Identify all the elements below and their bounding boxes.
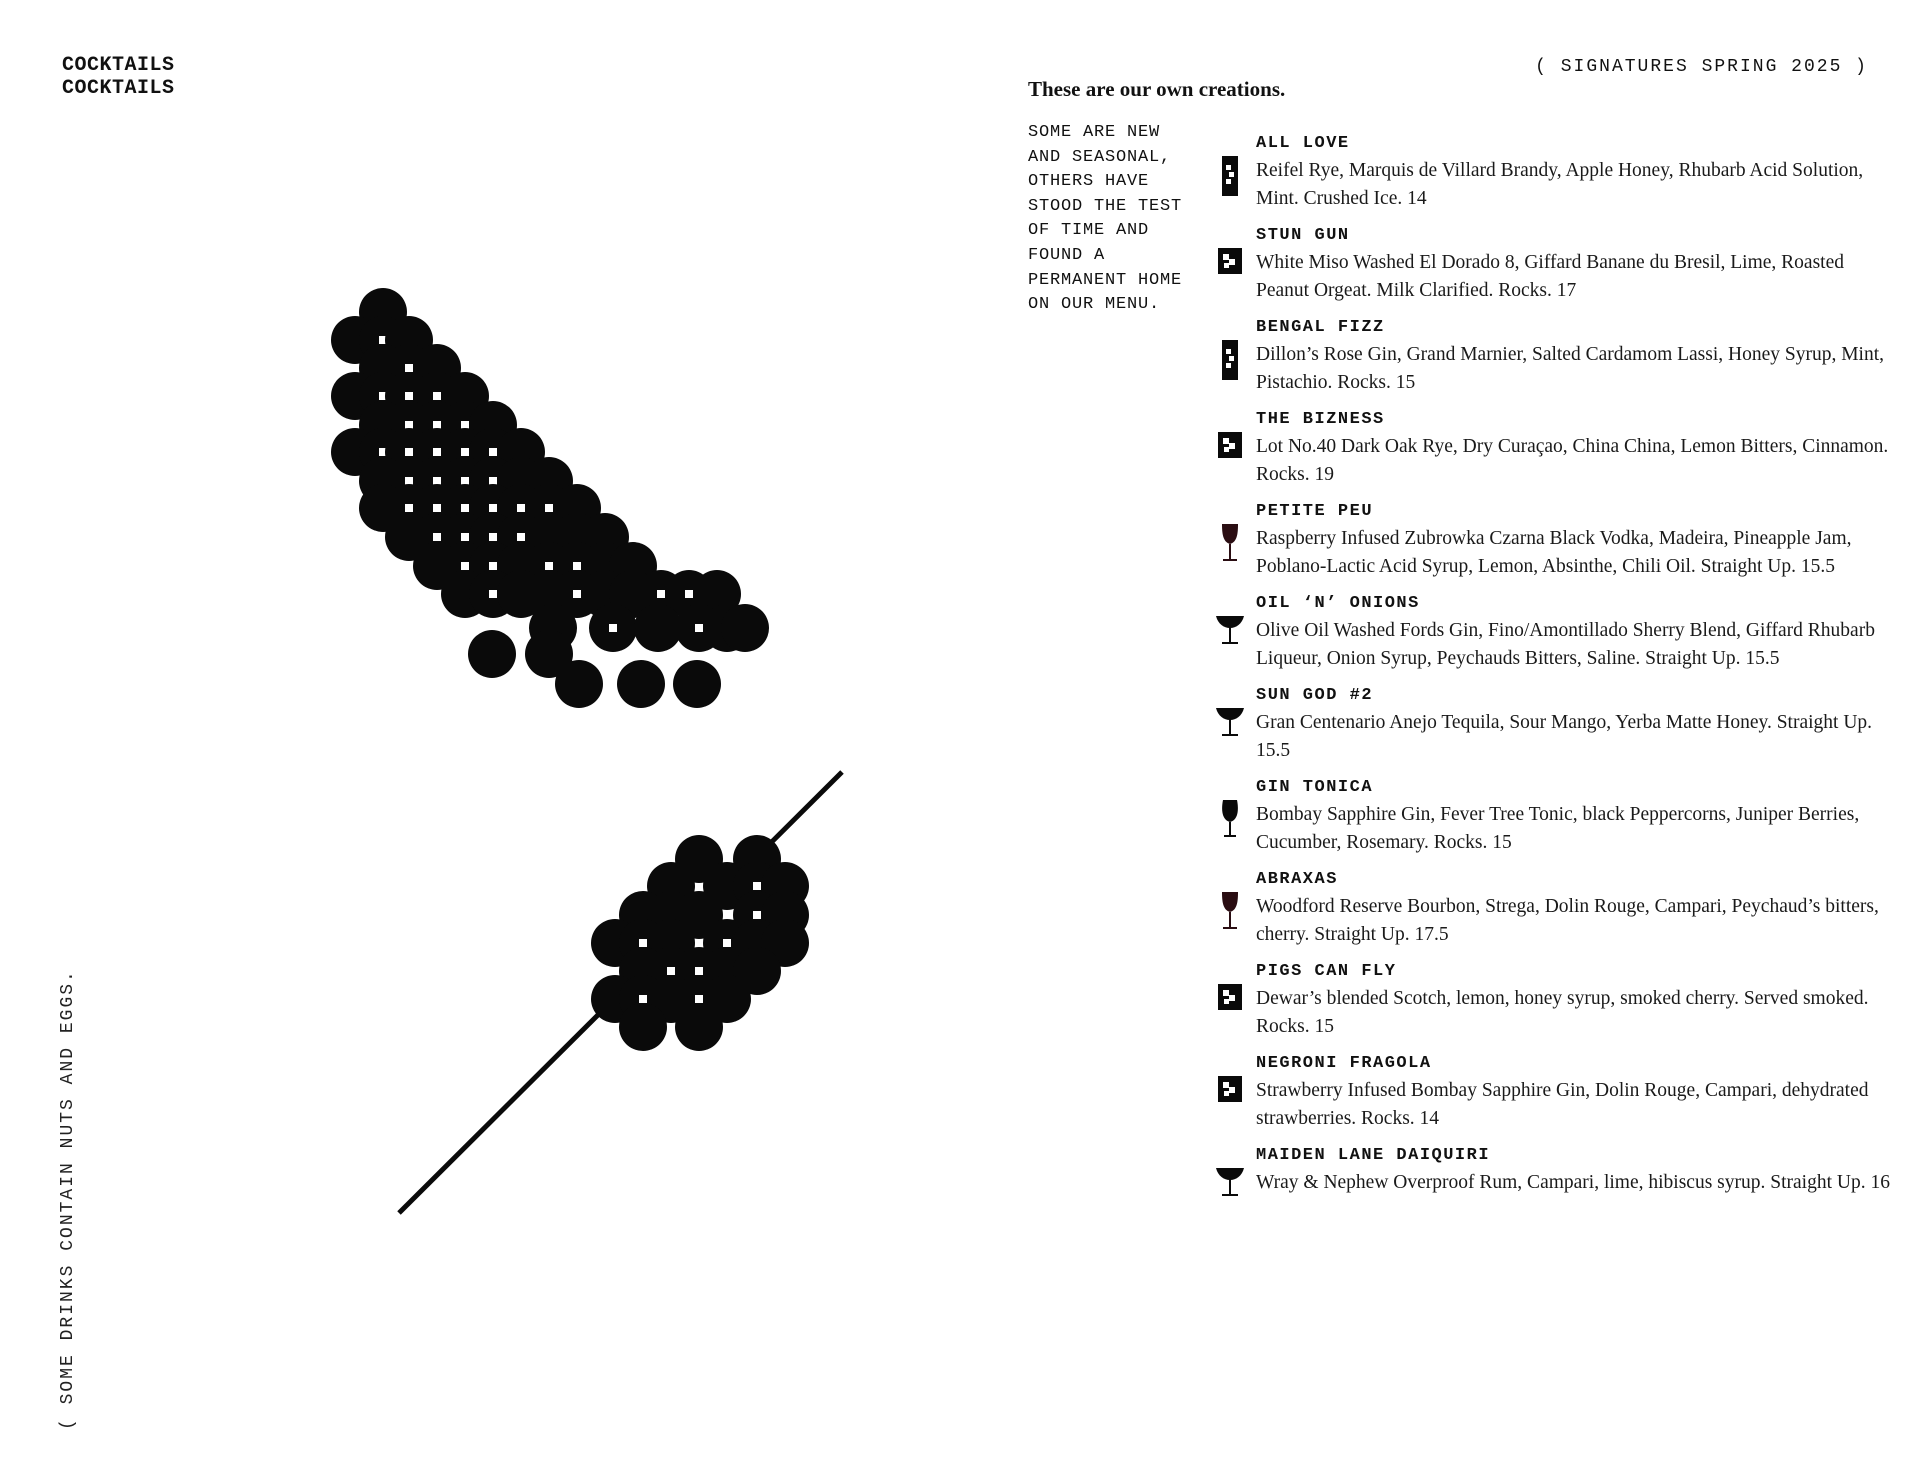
season-tag: ( SIGNATURES SPRING 2025 ) [1535, 57, 1868, 77]
menu-item-description: Lot No.40 Dark Oak Rye, Dry Curaçao, China China, Lemon Bitters, Cinnamon. Rocks. 19 [1256, 436, 1889, 485]
dot-highlight [573, 562, 581, 570]
decorative-dot [617, 660, 665, 708]
dot-highlight [573, 590, 581, 598]
menu-item-description: Olive Oil Washed Fords Gin, Fino/Amontillado Sherry Blend, Giffard Rhubarb Liqueur, Onion Syrup, Peychauds Bitters, Saline. Straight Up. 15.5 [1256, 620, 1875, 669]
menu-item-description: Dewar’s blended Scotch, lemon, honey syrup, smoked cherry. Served smoked. Rocks. 15 [1256, 988, 1869, 1037]
dot-highlight [461, 504, 469, 512]
menu-item-description: White Miso Washed El Dorado 8, Giffard Banane du Bresil, Lime, Roasted Peanut Orgeat. Milk Clarified. Rocks. 17 [1256, 252, 1844, 301]
dot-highlight [461, 448, 469, 456]
menu-item-body [1256, 962, 1894, 1040]
menu-item-name: PETITE PEU [1256, 502, 1374, 521]
dot-highlight [405, 448, 413, 456]
decorative-dot [555, 660, 603, 708]
menu-item [1214, 778, 1894, 856]
menu-item-description: Bombay Sapphire Gin, Fever Tree Tonic, black Peppercorns, Juniper Berries, Cucumber, Rosemary. Rocks. 15 [1256, 804, 1860, 853]
menu-item-body [1256, 778, 1894, 856]
menu-item-description: Dillon’s Rose Gin, Grand Marnier, Salted Cardamom Lassi, Honey Syrup, Mint, Pistachio. Rocks. 15 [1256, 344, 1885, 393]
menu-item-name: SUN GOD #2 [1256, 686, 1374, 705]
menu-item-description: Woodford Reserve Bourbon, Strega, Dolin Rouge, Campari, Peychaud’s bitters, cherry. Straight Up. 17.5 [1256, 896, 1879, 945]
dot-highlight [517, 533, 525, 541]
cocktail-menu [1214, 134, 1894, 1222]
menu-item-description: Gran Centenario Anejo Tequila, Sour Mango, Yerba Matte Honey. Straight Up. 15.5 [1256, 712, 1873, 761]
allergy-note: ( SOME DRINKS CONTAIN NUTS AND EGGS. [58, 969, 78, 1430]
intro-heading: These are our own creations. [1028, 77, 1286, 101]
menu-item-body [1256, 318, 1894, 396]
dot-highlight [489, 477, 497, 485]
menu-item [1214, 962, 1894, 1040]
heading-line-2: COCKTAILS [62, 77, 175, 100]
menu-item [1214, 410, 1894, 488]
menu-item-name: PIGS CAN FLY [1256, 962, 1397, 981]
dot-highlight [461, 477, 469, 485]
dot-highlight [695, 967, 703, 975]
dot-highlight [517, 504, 525, 512]
rocks-glass-icon [1214, 248, 1246, 288]
wine-glass-icon [1214, 892, 1246, 932]
decorative-dot [468, 630, 516, 678]
rocks-glass-icon [1214, 984, 1246, 1024]
dot-highlight [405, 477, 413, 485]
dot-highlight [461, 421, 469, 429]
skewered-cluster-illustration [591, 835, 809, 1051]
menu-item [1214, 134, 1894, 212]
dot-highlight [405, 504, 413, 512]
dot-highlight [489, 562, 497, 570]
menu-item [1214, 1146, 1894, 1208]
grape-cluster-illustration [331, 288, 769, 708]
dot-highlight [695, 995, 703, 1003]
wine-glass-icon [1214, 524, 1246, 564]
dot-highlight [433, 392, 441, 400]
dot-highlight [667, 967, 675, 975]
highball-glass-icon [1214, 340, 1246, 380]
menu-item [1214, 1054, 1894, 1132]
coupe-glass-icon [1214, 708, 1246, 748]
menu-item-name: OIL ‘N’ ONIONS [1256, 594, 1420, 613]
dot-highlight [405, 392, 413, 400]
dot-highlight [433, 504, 441, 512]
menu-item-body [1256, 686, 1894, 764]
dot-highlight [685, 590, 693, 598]
menu-item-body [1256, 134, 1894, 212]
dot-highlight [695, 624, 703, 632]
dot-highlight [639, 939, 647, 947]
menu-item [1214, 686, 1894, 764]
dot-highlight [433, 533, 441, 541]
dot-highlight [753, 911, 761, 919]
decorative-dot [675, 1003, 723, 1051]
menu-item-name: THE BIZNESS [1256, 410, 1385, 429]
highball-glass-icon [1214, 156, 1246, 196]
dot-highlight [405, 421, 413, 429]
menu-item-name: BENGAL FIZZ [1256, 318, 1385, 337]
dot-highlight [639, 995, 647, 1003]
coupe-glass-icon [1214, 616, 1246, 656]
menu-item-name: ALL LOVE [1256, 134, 1350, 153]
dot-highlight [545, 562, 553, 570]
menu-item-body [1256, 870, 1894, 948]
heading-line-1: COCKTAILS [62, 54, 175, 77]
dot-highlight [489, 533, 497, 541]
menu-item-name: MAIDEN LANE DAIQUIRI [1256, 1146, 1491, 1165]
menu-item-body [1256, 1054, 1894, 1132]
rocks-glass-icon [1214, 1076, 1246, 1116]
menu-item-body [1256, 1146, 1894, 1197]
dot-highlight [489, 448, 497, 456]
menu-item-body [1256, 226, 1894, 304]
rocks-glass-icon [1214, 432, 1246, 472]
menu-item-body [1256, 410, 1894, 488]
menu-item [1214, 318, 1894, 396]
menu-item-description: Reifel Rye, Marquis de Villard Brandy, Apple Honey, Rhubarb Acid Solution, Mint. Crushed Ice. 14 [1256, 160, 1864, 209]
menu-item-body [1256, 502, 1894, 580]
dot-highlight [433, 448, 441, 456]
menu-item [1214, 594, 1894, 672]
decorative-dot [619, 1003, 667, 1051]
decorative-dot [673, 660, 721, 708]
menu-item [1214, 870, 1894, 948]
dot-highlight [489, 504, 497, 512]
dot-highlight [489, 590, 497, 598]
dot-highlight [461, 533, 469, 541]
menu-blurb: SOME ARE NEW AND SEASONAL, OTHERS HAVE STOOD THE TEST OF TIME AND FOUND A PERMANENT HOME ON OUR MENU. [1028, 123, 1183, 315]
dot-highlight [433, 477, 441, 485]
decorative-dot [721, 604, 769, 652]
menu-item-description: Wray & Nephew Overproof Rum, Campari, lime, hibiscus syrup. Straight Up. 16 [1256, 1172, 1890, 1193]
menu-item-description: Raspberry Infused Zubrowka Czarna Black Vodka, Madeira, Pineapple Jam, Poblano-Lactic Acid Syrup, Lemon, Absinthe, Chili Oil. Straight Up. 15.5 [1256, 528, 1852, 577]
decorative-dot [634, 604, 682, 652]
dot-highlight [609, 624, 617, 632]
menu-item-name: GIN TONICA [1256, 778, 1374, 797]
menu-item [1214, 226, 1894, 304]
menu-item-description: Strawberry Infused Bombay Sapphire Gin, Dolin Rouge, Campari, dehydrated strawberries. Rocks. 14 [1256, 1080, 1869, 1129]
dot-highlight [433, 421, 441, 429]
menu-item [1214, 502, 1894, 580]
dot-highlight [657, 590, 665, 598]
dot-highlight [753, 882, 761, 890]
dot-highlight [545, 504, 553, 512]
menu-item-name: NEGRONI FRAGOLA [1256, 1054, 1432, 1073]
menu-item-body [1256, 594, 1894, 672]
dot-highlight [405, 364, 413, 372]
coupe-glass-icon [1214, 1168, 1246, 1208]
dot-highlight [461, 562, 469, 570]
menu-item-name: ABRAXAS [1256, 870, 1338, 889]
goblet-glass-icon [1214, 800, 1246, 840]
dot-highlight [723, 939, 731, 947]
menu-item-name: STUN GUN [1256, 226, 1350, 245]
